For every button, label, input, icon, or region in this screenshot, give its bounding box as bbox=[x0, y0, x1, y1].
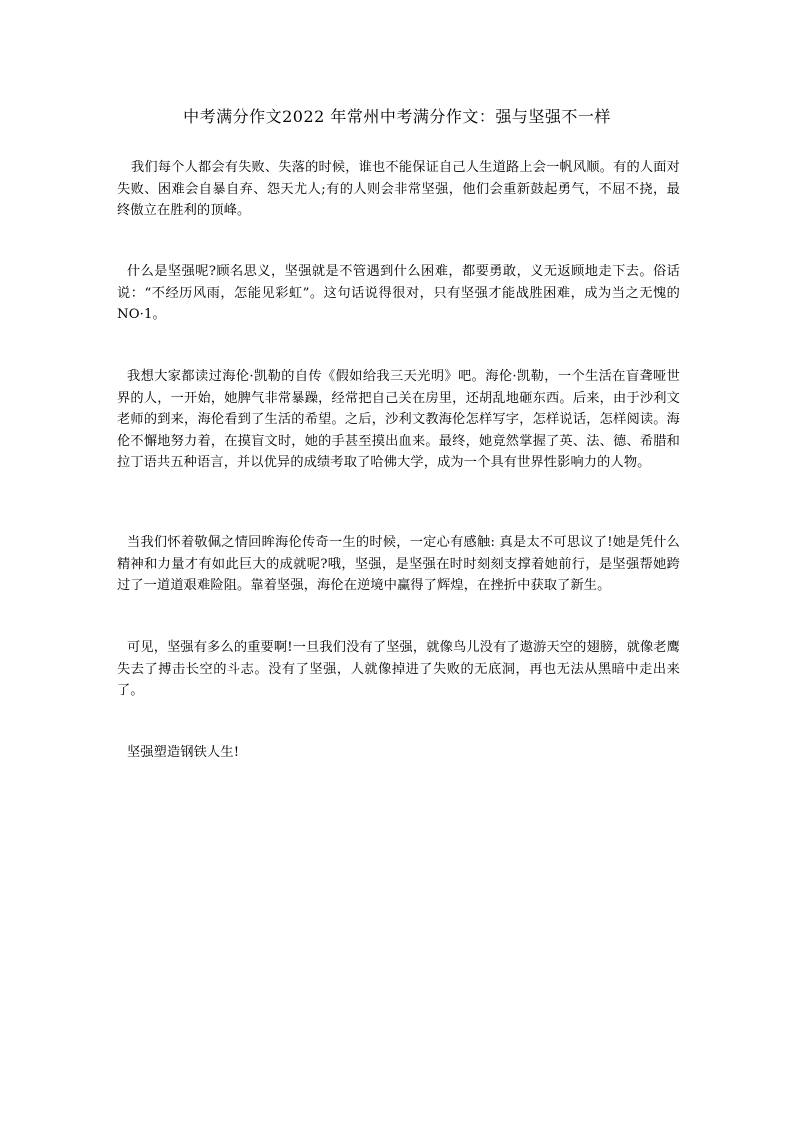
paragraph-3: 我想大家都读过海伦·凯勒的自传《假如给我三天光明》吧。海伦·凯勒，一个生活在盲聋哑世界的人，一开始，她脾气非常暴躁，经常把自己关在房里，还胡乱地砸东西。后来，由于沙利文老师的到来，海伦看到了生活的希望。之后，沙利文教海伦怎样写字，怎样说话，怎样阅读。海伦不懈地努力着，在摸盲文时，她的手甚至摸出血来。最终，她竟然掌握了英、法、德、希腊和拉丁语共五种语言，并以优异的成绩考取了哈佛大学，成为一个具有世界性影响力的人物。 bbox=[117, 369, 680, 470]
paragraph-5: 可见，坚强有多么的重要啊!一旦我们没有了坚强，就像鸟儿没有了遨游天空的翅膀，就像老鹰失去了搏击长空的斗志。没有了坚强，人就像掉进了失败的无底洞，再也无法从黑暗中走出来了。 bbox=[117, 640, 680, 698]
document-title: 中考满分作文2022 年常州中考满分作文：强与坚强不一样 bbox=[183, 107, 611, 126]
paragraph-4: 当我们怀着敬佩之情回眸海伦传奇一生的时候，一定心有感触: 真是太不可思议了!她是凭什么精神和力量才有如此巨大的成就呢?哦，坚强，是坚强在时时刻刻支撑着她前行，是坚强帮她跨过了一道道艰难险阻。靠着坚强，海伦在逆境中赢得了辉煌，在挫折中获取了新生。 bbox=[117, 535, 680, 593]
paragraph-2: 什么是坚强呢?顾名思义，坚强就是不管遇到什么困难，都要勇敢，义无返顾地走下去。俗话说：“不经历风雨，怎能见彩虹”。这句话说得很对，只有坚强才能战胜困难，成为当之无愧的 NO·1。 bbox=[117, 264, 680, 322]
paragraph-6: 坚强塑造钢铁人生! bbox=[127, 745, 240, 760]
paragraph-1: 我们每个人都会有失败、失落的时候，谁也不能保证自己人生道路上会一帆风顺。有的人面对失败、困难会自暴自弃、怨天尤人;有的人则会非常坚强，他们会重新鼓起勇气，不屈不挠，最终傲立在胜利的顶峰。 bbox=[117, 160, 680, 218]
